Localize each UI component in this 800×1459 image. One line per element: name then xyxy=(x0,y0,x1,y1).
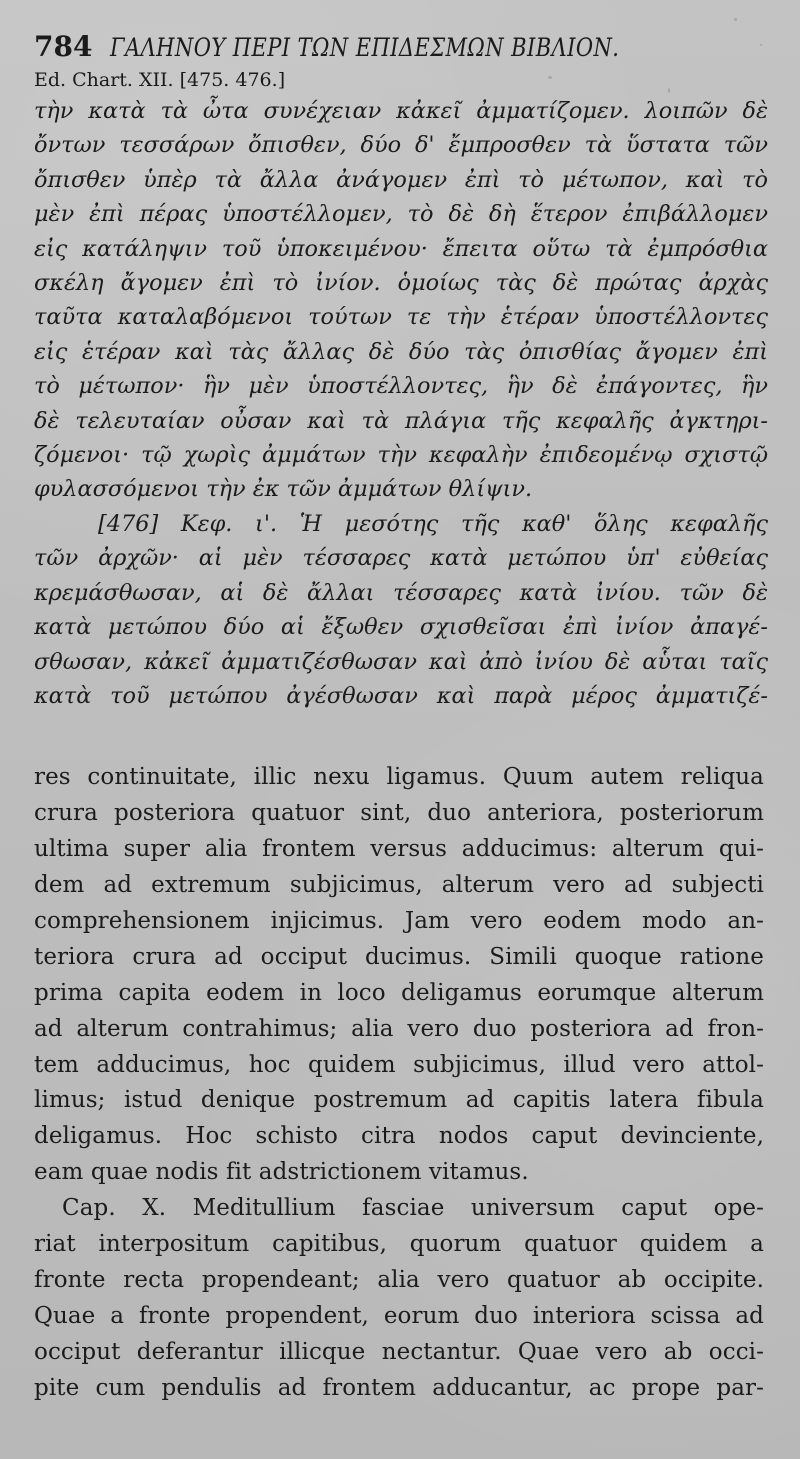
greek-line: μὲν ἐπὶ πέρας ὑποστέλλομεν, τὸ δὲ δὴ ἕτερον ἐπιβάλλομεν xyxy=(34,201,768,228)
chapter-heading-latin: Cap. X. Meditullium fasciae universum caput ope- xyxy=(62,1195,764,1222)
greek-line: εἰς κατάληψιν τοῦ ὑποκειμένου· ἔπειτα οὕτω τὰ ἐμπρόσθια xyxy=(34,235,768,262)
greek-line: κατὰ τοῦ μετώπου ἀγέσθωσαν καὶ παρὰ μέρος ἀμματιζέ- xyxy=(34,682,768,709)
latin-line: ultima super alia frontem versus adducimus: alterum qui- xyxy=(34,836,764,863)
greek-line: σκέλη ἄγομεν ἐπὶ τὸ ἰνίον. ὁμοίως τὰς δὲ πρώτας ἀρχὰς xyxy=(34,270,768,297)
edition-reference: Ed. Chart. XII. [475. 476.] xyxy=(34,69,286,91)
greek-line: φυλασσόμενοι τὴν ἐκ τῶν ἀμμάτων θλίψιν. xyxy=(34,476,533,503)
greek-line: ὄντων τεσσάρων ὄπισθεν, δύο δ' ἔμπροσθεν τὰ ὕστατα τῶν xyxy=(34,132,768,159)
latin-line: fronte recta propendeant; alia vero quatuor ab occipite. xyxy=(34,1267,764,1293)
latin-line: deligamus. Hoc schisto citra nodos caput devinciente, xyxy=(34,1123,764,1150)
latin-line: limus; istud denique postremum ad capitis latera fibula xyxy=(34,1087,764,1114)
greek-line: δὲ τελευταίαν οὖσαν καὶ τὰ πλάγια τῆς κεφαλῆς ἀγκτηρι- xyxy=(34,407,768,434)
greek-line: ὄπισθεν ὑπὲρ τὰ ἄλλα ἀνάγομεν ἐπὶ τὸ μέτωπον, καὶ τὸ xyxy=(34,166,768,193)
greek-line: σθωσαν, κἀκεῖ ἀμματιζέσθωσαν καὶ ἀπὸ ἰνίου δὲ αὗται ταῖς xyxy=(34,648,768,675)
latin-line: res continuitate, illic nexu ligamus. Quum autem reliqua xyxy=(34,764,764,791)
greek-line: τὴν κατὰ τὰ ὦτα συνέχειαν κἀκεῖ ἀμματίζομεν. λοιπῶν δὲ xyxy=(34,98,768,124)
running-title: ΓΑΛΗΝΟΥ ΠΕΡΙ ΤΩΝ ΕΠΙΔΕΣΜΩΝ ΒΙΒΛΙΟΝ. xyxy=(110,33,620,62)
paper-speck xyxy=(760,44,762,46)
greek-line: ζόμενοι· τῷ χωρὶς ἀμμάτων τὴν κεφαλὴν ἐπιδεομένῳ σχιστῷ xyxy=(34,442,768,469)
latin-line: eam quae nodis fit adstrictionem vitamus. xyxy=(34,1159,529,1186)
latin-line: comprehensionem injicimus. Jam vero eodem modo an- xyxy=(34,907,764,934)
latin-line: teriora crura ad occiput ducimus. Simili quoque ratione xyxy=(34,943,764,970)
greek-line: τὸ μέτωπον· ἣν μὲν ὑποστέλλοντες, ἣν δὲ ἐπάγοντες, ἣν xyxy=(34,373,768,400)
paper-speck xyxy=(548,76,552,79)
latin-line: dem ad extremum subjicimus, alterum vero ad subjecti xyxy=(34,872,764,899)
latin-line: crura posteriora quatuor sint, duo anteriora, posteriorum xyxy=(34,800,764,827)
latin-text-block xyxy=(34,760,764,1406)
greek-line: κρεμάσθωσαν, αἱ δὲ ἄλλαι τέσσαρες κατὰ ἰνίου. τῶν δὲ xyxy=(34,579,768,606)
latin-line: tem adducimus, hoc quidem subjicimus, illud vero attol- xyxy=(34,1051,764,1078)
greek-line: εἰς ἑτέραν καὶ τὰς ἄλλας δὲ δύο τὰς ὀπισθίας ἄγομεν ἐπὶ xyxy=(34,338,768,365)
greek-line: ταῦτα καταλαβόμενοι τούτων τε τὴν ἑτέραν ὑποστέλλοντες xyxy=(34,304,768,331)
paper-speck xyxy=(668,88,670,93)
chapter-heading-greek: [476] Κεφ. ι'. Ἡ μεσότης τῆς καθ' ὅλης κεφαλῆς xyxy=(98,510,768,537)
latin-line: ad alterum contrahimus; alia vero duo posteriora ad fron- xyxy=(34,1015,764,1042)
greek-text-block xyxy=(34,94,768,713)
page-number: 784 xyxy=(34,30,93,63)
paper-speck xyxy=(122,1383,124,1385)
latin-line: Quae a fronte propendent, eorum duo interiora scissa ad xyxy=(34,1302,764,1329)
latin-line: pite cum pendulis ad frontem adducantur, ac prope par- xyxy=(34,1374,764,1401)
latin-line: riat interpositum capitibus, quorum quatuor quidem a xyxy=(34,1231,764,1258)
latin-line: prima capita eodem in loco deligamus eorumque alterum xyxy=(34,979,764,1006)
greek-line: κατὰ μετώπου δύο αἱ ἔξωθεν σχισθεῖσαι ἐπὶ ἰνίον ἀπαγέ- xyxy=(34,614,768,641)
paper-speck xyxy=(734,18,737,21)
latin-line: occiput deferantur illicque nectantur. Quae vero ab occi- xyxy=(34,1338,764,1365)
greek-line: τῶν ἀρχῶν· αἱ μὲν τέσσαρες κατὰ μετώπου ὑπ' εὐθείας xyxy=(34,545,768,572)
page-header xyxy=(34,26,766,68)
